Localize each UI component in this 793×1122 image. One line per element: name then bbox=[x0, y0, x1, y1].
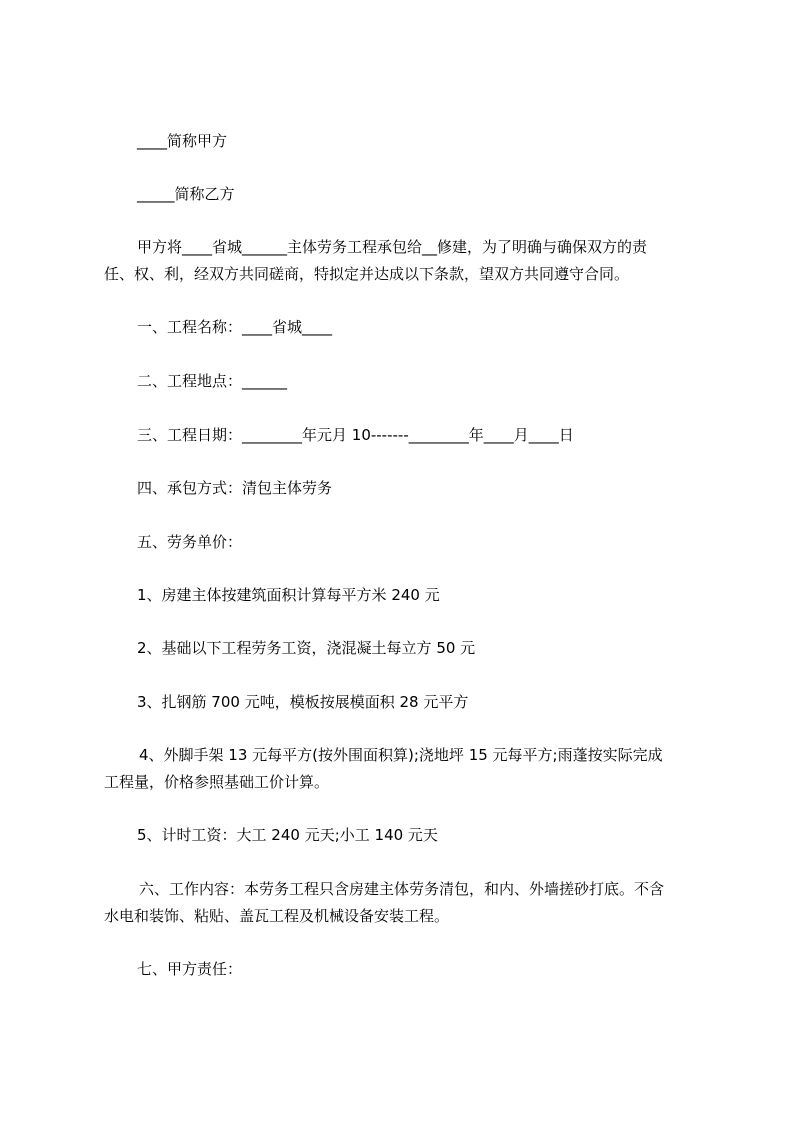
contract-method-line: 四、承包方式：清包主体劳务 bbox=[137, 479, 333, 497]
price-item-4-line-1: 4、外脚手架 13 元每平方(按外围面积算);浇地坪 15 元每平方;雨蓬按实际完成 bbox=[139, 746, 663, 764]
preamble-line-2: 任、权、利，经双方共同磋商，特拟定并达成以下条款，望双方共同遵守合同。 bbox=[104, 265, 630, 283]
price-item-3: 3、扎钢筋 700 元吨，模板按展模面积 28 元平方 bbox=[137, 693, 469, 711]
work-content-line-1: 六、工作内容：本劳务工程只含房建主体劳务清包，和内、外墙搓砂打底。不含 bbox=[139, 880, 665, 898]
party-a-duties-heading: 七、甲方责任： bbox=[137, 960, 243, 978]
project-dates-line: 三、工程日期：________年元月 10-------________年____月____日 bbox=[137, 426, 574, 444]
price-item-2: 2、基础以下工程劳务工资，浇混凝土每立方 50 元 bbox=[137, 639, 476, 657]
price-item-5: 5、计时工资：大工 240 元天;小工 140 元天 bbox=[137, 826, 438, 844]
price-item-4-line-2: 工程量，价格参照基础工价计算。 bbox=[104, 773, 330, 791]
party-a-line: ____简称甲方 bbox=[137, 132, 228, 150]
price-item-1: 1、房建主体按建筑面积计算每平方米 240 元 bbox=[137, 586, 440, 604]
preamble-line-1: 甲方将____省城______主体劳务工程承包给__修建，为了明确与确保双方的责 bbox=[137, 238, 648, 256]
labor-price-heading: 五、劳务单价： bbox=[137, 533, 243, 551]
party-b-line: _____简称乙方 bbox=[137, 185, 235, 203]
project-location-line: 二、工程地点：______ bbox=[137, 372, 288, 390]
project-name-line: 一、工程名称：____省城____ bbox=[137, 318, 333, 336]
work-content-line-2: 水电和装饰、粘贴、盖瓦工程及机械设备安装工程。 bbox=[104, 907, 450, 925]
